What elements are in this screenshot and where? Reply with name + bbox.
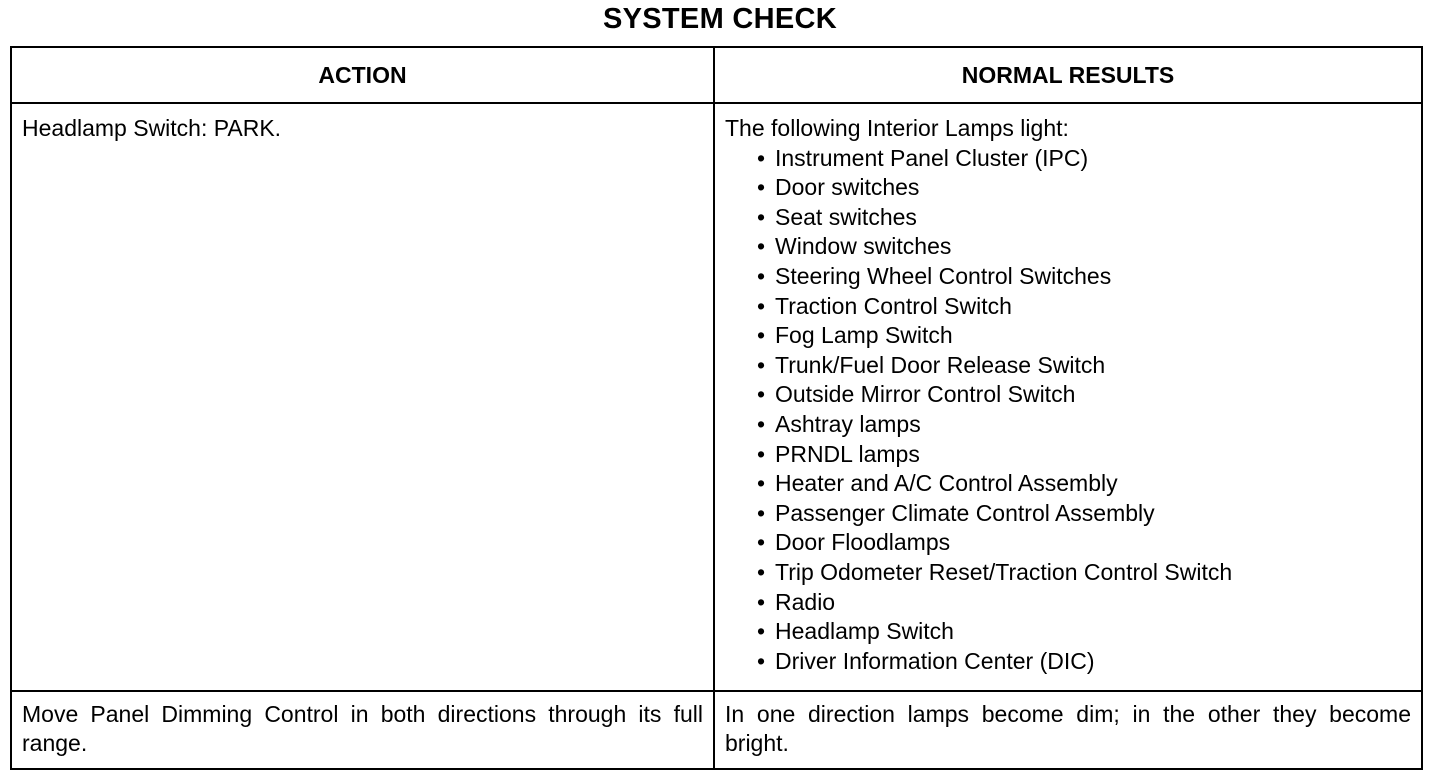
system-check-table — [10, 46, 1423, 770]
list-item-label: Door Floodlamps — [775, 529, 951, 556]
list-item-label: Steering Wheel Control Switches — [775, 262, 1112, 289]
list-item — [757, 262, 1411, 292]
action-text: Headlamp Switch: PARK. — [22, 115, 282, 141]
bullet-icon: • — [757, 203, 766, 230]
table-row — [11, 103, 1422, 691]
action-cell — [11, 691, 714, 769]
list-item — [757, 647, 1411, 677]
list-item-label: Door switches — [775, 174, 920, 201]
list-item-label: Driver Information Center (DIC) — [775, 647, 1095, 674]
list-item-label: Trunk/Fuel Door Release Switch — [775, 351, 1106, 378]
list-item-label: Headlamp Switch — [775, 618, 954, 645]
list-item — [757, 351, 1411, 381]
action-cell — [11, 103, 714, 691]
list-item — [757, 203, 1411, 233]
bullet-icon: • — [757, 381, 766, 408]
list-item-label: Seat switches — [775, 203, 917, 230]
list-item — [757, 380, 1411, 410]
bullet-icon: • — [757, 440, 766, 467]
bullet-icon: • — [757, 262, 766, 289]
list-item — [757, 588, 1411, 618]
action-text: Move Panel Dimming Control in both directions through its full range. — [22, 700, 703, 757]
column-header-action: ACTION — [11, 47, 714, 103]
bullet-icon: • — [757, 499, 766, 526]
bullet-icon: • — [757, 588, 766, 615]
column-header-normal-results: NORMAL RESULTS — [714, 47, 1422, 103]
bullet-icon: • — [757, 529, 766, 556]
list-item — [757, 558, 1411, 588]
result-cell — [714, 691, 1422, 769]
list-item-label: Trip Odometer Reset/Traction Control Switch — [775, 558, 1233, 585]
table-row — [11, 691, 1422, 769]
result-intro-text: The following Interior Lamps light: — [725, 115, 1069, 141]
list-item-label: Passenger Climate Control Assembly — [775, 499, 1155, 526]
list-item — [757, 469, 1411, 499]
bullet-icon: • — [757, 558, 766, 585]
list-item-label: Instrument Panel Cluster (IPC) — [775, 144, 1089, 171]
list-item-label: Heater and A/C Control Assembly — [775, 470, 1118, 497]
bullet-icon: • — [757, 322, 766, 349]
result-cell — [714, 103, 1422, 691]
list-item-label: Window switches — [775, 233, 952, 260]
list-item — [757, 440, 1411, 470]
list-item-label: PRNDL lamps — [775, 440, 920, 467]
list-item-label: Ashtray lamps — [775, 410, 921, 437]
list-item-label: Radio — [775, 588, 836, 615]
list-item — [757, 410, 1411, 440]
list-item — [757, 173, 1411, 203]
bullet-icon: • — [757, 144, 766, 171]
list-item — [757, 144, 1411, 174]
page-title: SYSTEM CHECK — [602, 3, 837, 35]
bullet-icon: • — [757, 618, 766, 645]
bullet-icon: • — [757, 233, 766, 260]
list-item — [757, 232, 1411, 262]
bullet-icon: • — [757, 647, 766, 674]
list-item-label: Traction Control Switch — [775, 292, 1012, 319]
table-header-row — [11, 47, 1422, 103]
list-item — [757, 528, 1411, 558]
list-item — [757, 321, 1411, 351]
bullet-icon: • — [757, 292, 766, 319]
bullet-icon: • — [757, 470, 766, 497]
bullet-icon: • — [757, 351, 766, 378]
list-item — [757, 292, 1411, 322]
interior-lamp-list — [725, 144, 1411, 677]
bullet-icon: • — [757, 174, 766, 201]
list-item-label: Outside Mirror Control Switch — [775, 381, 1076, 408]
list-item — [757, 617, 1411, 647]
list-item — [757, 499, 1411, 529]
list-item-label: Fog Lamp Switch — [775, 322, 953, 349]
bullet-icon: • — [757, 410, 766, 437]
result-text: In one direction lamps become dim; in the other they become bright. — [725, 700, 1411, 757]
